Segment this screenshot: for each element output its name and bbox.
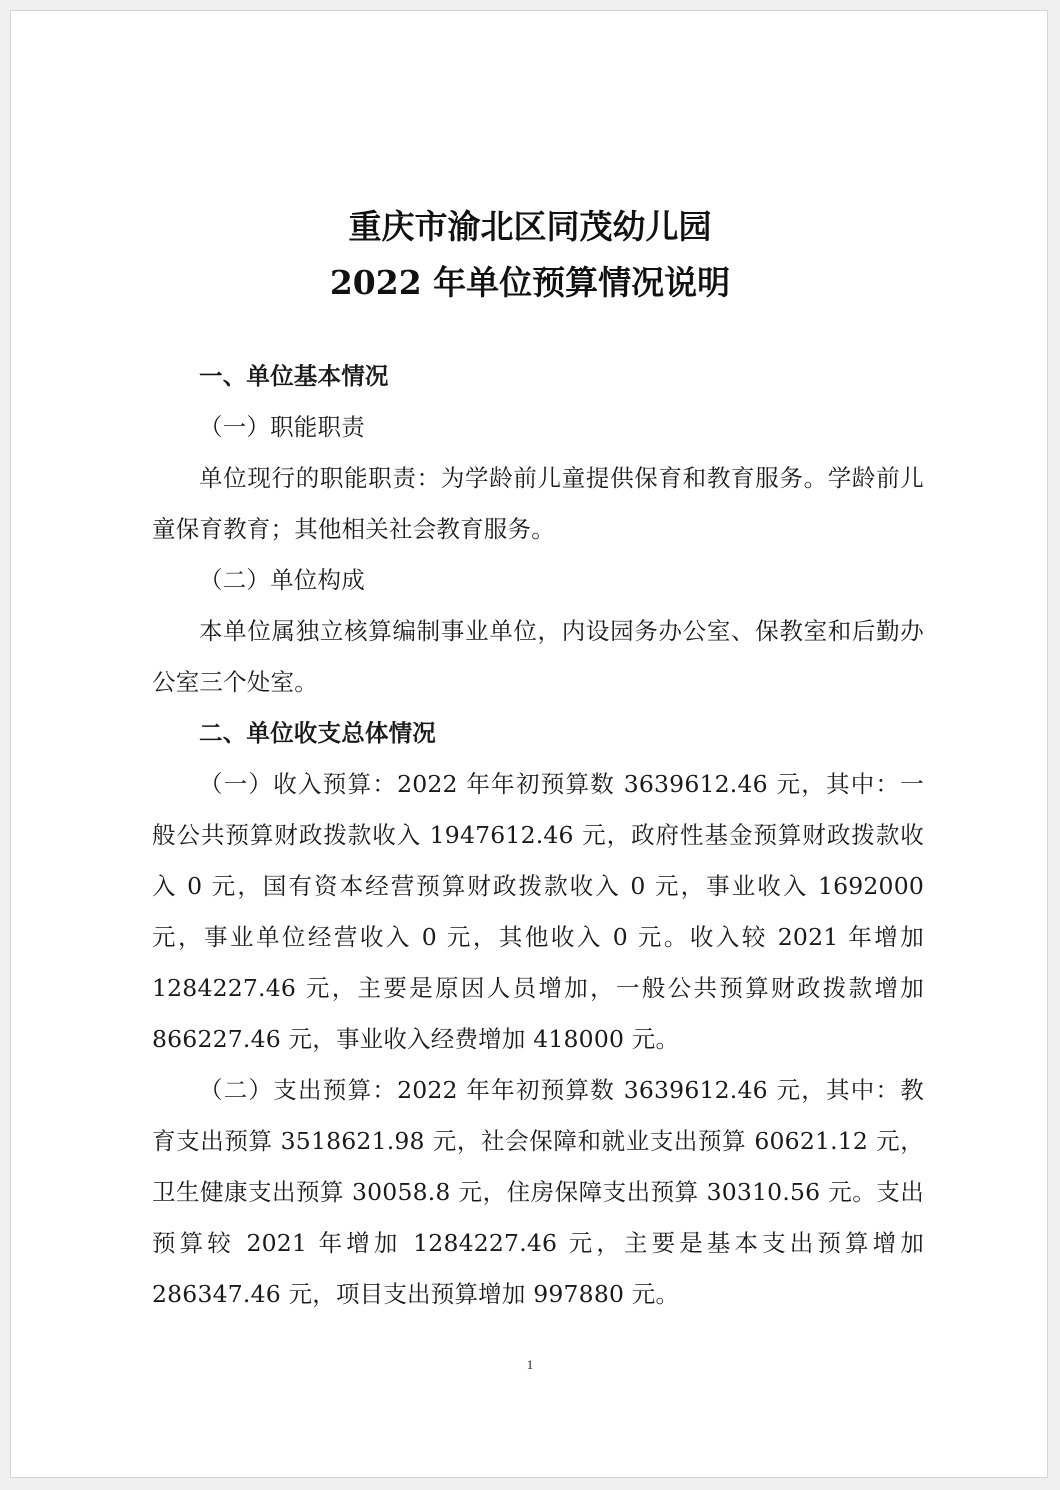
section2-expense-text: （二）支出预算：2022 年年初预算数 3639612.46 元，其中：教育支出预算 3518621.98 元，社会保障和就业支出预算 60621.12 元，卫生健康支出预算 30058.8 元，住房保障支出预算 30310.56 元。支出预算较 2021 年增加 1284227.46 元，主要是基本支出预算增加 286347.46 元，项目支出预算增加 997880 元。 (152, 1076, 924, 1308)
section1-sub2-heading: （二）单位构成 (199, 566, 365, 594)
document-title-line2: 2022 年单位预算情况说明 (329, 263, 731, 302)
document-title-line1: 重庆市渝北区同茂幼儿园 (348, 207, 712, 246)
section1-sub1-text: 单位现行的职能职责：为学龄前儿童提供保育和教育服务。学龄前儿童保育教育；其他相关社会教育服务。 (152, 464, 924, 543)
section2-income-text: （一）收入预算：2022 年年初预算数 3639612.46 元，其中：一般公共预算财政拨款收入 1947612.46 元，政府性基金预算财政拨款收入 0 元，国有资本经营预算财政拨款收入 0 元，事业收入 1692000 元，事业单位经营收入 0 元，其他收入 0 元。收入较 2021 年增加 1284227.46 元，主要是原因人员增加，一般公共预算财政拨款增加 866227.46 元，事业收入经费增加 418000 元。 (152, 770, 924, 1053)
page-number: 1 (526, 1357, 534, 1372)
section2-heading: 二、单位收支总体情况 (199, 719, 436, 747)
section1-sub2-text: 本单位属独立核算编制事业单位，内设园务办公室、保教室和后勤办公室三个处室。 (152, 617, 924, 696)
document-page (10, 10, 1048, 1478)
section1-heading: 一、单位基本情况 (199, 362, 389, 390)
section1-sub1-heading: （一）职能职责 (199, 413, 365, 441)
document-body (152, 351, 924, 1320)
